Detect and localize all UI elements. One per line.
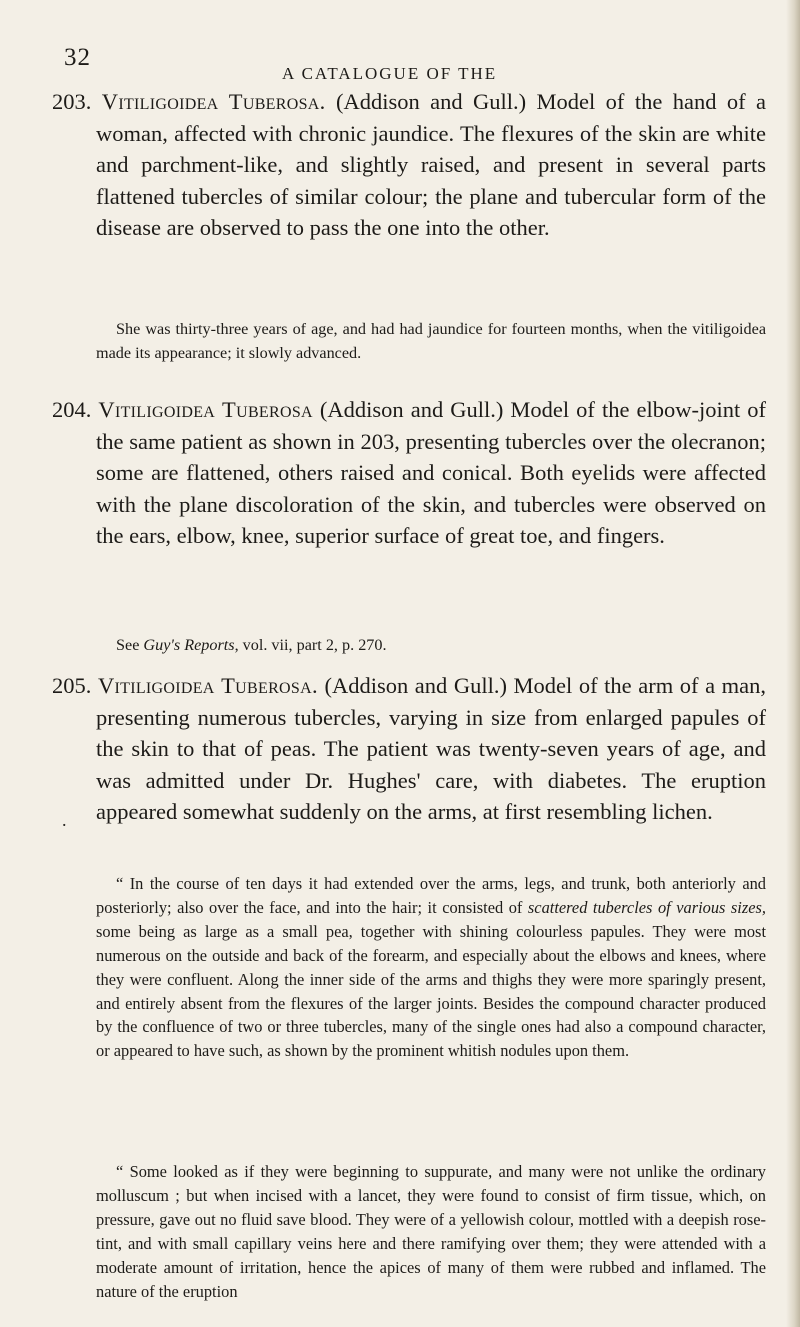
entry-text: (Addison and Gull.) Model of the elbow-joint of the same patient as shown in 203, presenting tubercles over the olecranon; some are flattened, others raised and conical. Both eyelids were affected with the plane discoloration of the skin, and tubercles were observed on the ears, elbow, knee, superior surface of great toe, and fingers. (96, 397, 767, 548)
entry-203 (52, 86, 767, 244)
entry-number: 204. (52, 397, 92, 422)
entry-title: Vitiligoidea Tuberosa. (97, 673, 318, 698)
entry-204-reference (116, 633, 387, 657)
quote-text: some being as large as a small pea, together with shining colourless papules. They were most numerous on the outside and back of the forearm, and especially about the elbows and knees, where they were confluent. Along the inner side of the arms and thighs they were more sparingly present, and entirely absent from the flexures of the larger joints. Besides the compound character produced by the confluence of two or three tubercles, many of the single ones had also a compound character, or appeared to have such, as shown by the prominent whitish nodules upon them. (96, 921, 766, 1061)
reference-suffix: , vol. vii, part 2, p. 270. (234, 636, 387, 654)
reference-prefix: See (116, 636, 144, 654)
quote-text: “ In the course of ten days it had extended over the arms, legs, and trunk, both anteriorly and posteriorly; also over the face, and into the hair; it consisted of (96, 874, 766, 917)
margin-mark: . (62, 810, 67, 830)
entry-title: Vitiligoidea Tuberosa. (101, 89, 326, 114)
reference-work: Guy's Reports (143, 636, 235, 654)
quote-emphasis: scattered tubercles of various sizes, (527, 897, 766, 917)
entry-205-quote-1 (96, 872, 766, 1063)
page-number: 32 (64, 44, 91, 71)
entry-203-note: She was thirty-three years of age, and had had jaundice for fourteen months, when the vitiligoidea made its appearance; it slowly advanced. (96, 320, 766, 362)
running-head: A CATALOGUE OF THE (282, 64, 498, 83)
entry-205 (52, 670, 767, 828)
entry-text: (Addison and Gull.) Model of the arm of a man, presenting numerous tubercles, varying in size from enlarged papules of the skin to that of peas. The patient was twenty-seven years of age, and was admitted under Dr. Hughes' care, with diabetes. The eruption appeared somewhat suddenly on the arms, at first resembling lichen. (96, 673, 767, 824)
entry-205-quote-2: “ Some looked as if they were beginning to suppurate, and many were not unlike the ordinary molluscum ; but when incised with a lancet, they were found to consist of firm tissue, which, on pressure, gave out no fluid save blood. They were of a yellowish colour, mottled with a deepish rose-tint, and with small capillary veins here and there ramifying over them; they were attended with a moderate amount of irritation, hence the apices of many of them were rubbed and inflamed. The nature of the eruption (96, 1162, 766, 1301)
entry-204 (52, 394, 767, 552)
entry-number: 203. (52, 89, 92, 114)
entry-number: 205. (52, 673, 92, 698)
page-edge-shadow (786, 0, 800, 1327)
entry-title: Vitiligoidea Tuberosa (98, 397, 313, 422)
entry-text: (Addison and Gull.) Model of the hand of a woman, affected with chronic jaundice. The flexures of the skin are white and parchment-like, and slightly raised, and present in several parts flattened tubercles of similar colour; the plane and tubercular form of the disease are observed to pass the one into the other. (96, 89, 767, 240)
